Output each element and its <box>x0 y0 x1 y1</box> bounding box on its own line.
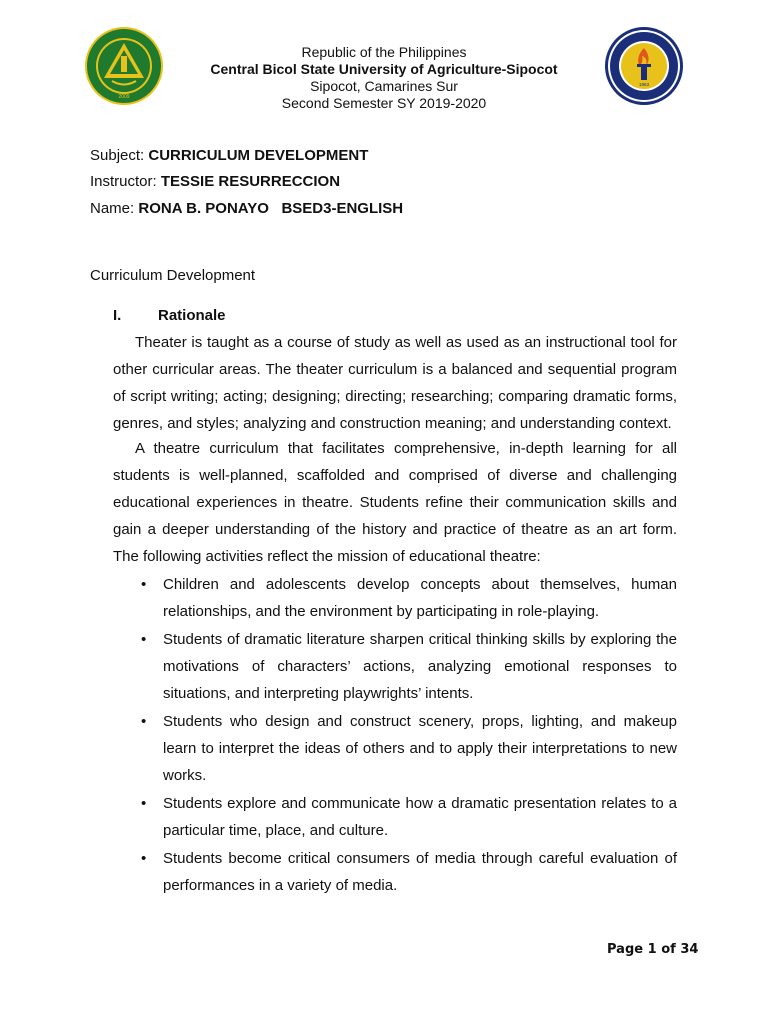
section-number: I. <box>113 307 122 324</box>
list-item-text: Students become critical consumers of media through careful evaluation of performances in a variety of media. <box>163 850 677 894</box>
name-label: Name: <box>90 200 135 217</box>
list-item-text: Students explore and communicate how a dramatic presentation relates to a particular time, place, and culture. <box>163 795 677 839</box>
bullet-icon: • <box>141 631 147 648</box>
bullet-icon: • <box>141 795 147 812</box>
list-item <box>113 845 677 899</box>
list-item <box>113 626 677 707</box>
page-number <box>607 942 698 957</box>
list-item-text: Students of dramatic literature sharpen critical thinking skills by exploring the motivations of characters’ actions, analyzing emotional responses to situations, and interpreting playwrights’ intents. <box>163 631 677 702</box>
list-item-text: Students who design and construct scenery, props, lighting, and makeup learn to interpret the ideas of others and to apply their interpretations to new works. <box>163 713 677 784</box>
instructor-value: TESSIE RESURRECCION <box>160 173 341 190</box>
page-label: Page <box>607 942 644 957</box>
paragraph <box>113 329 677 437</box>
right-seal-year: 1963 <box>638 82 650 87</box>
activities-list <box>113 571 677 900</box>
page-current: 1 <box>647 942 657 957</box>
list-item <box>113 790 677 844</box>
subject-value: CURRICULUM DEVELOPMENT <box>148 147 369 164</box>
paragraph-text: Theater is taught as a course of study as well as used as an instructional tool for other curricular areas. The theater curriculum is a balanced and sequential program of script writing; acting; designing; directing; researching; comparing dramatic forms, genres, and styles; analyzing and construction meaning; and understanding context. <box>113 334 677 432</box>
instructor-label: Instructor: <box>90 173 157 190</box>
paragraph <box>113 435 677 570</box>
section-title: Rationale <box>158 307 226 324</box>
paragraph-text: A theatre curriculum that facilitates comprehensive, in-depth learning for all students is well-planned, scaffolded and comprised of diverse and challenging educational experiences in theatre. Students refine their communication skills and gain a deeper understanding of the history and practice of theatre as an art form. The following activities reflect the mission of educational theatre: <box>113 440 677 565</box>
bullet-icon: • <box>141 850 147 867</box>
bullet-icon: • <box>141 576 147 593</box>
list-item <box>113 571 677 625</box>
page-of: of <box>661 942 676 957</box>
page-total: 34 <box>680 942 699 957</box>
instructor-line <box>90 173 340 190</box>
document-title: Curriculum Development <box>90 267 256 284</box>
header-line-republic: Republic of the Philippines <box>301 44 467 60</box>
document-header <box>0 44 768 112</box>
name-line <box>90 200 403 217</box>
list-item <box>113 708 677 789</box>
list-item-text: Children and adolescents develop concepts about themselves, human relationships, and the environment by participating in role-playing. <box>163 576 677 620</box>
subject-label: Subject: <box>90 147 145 164</box>
header-line-location: Sipocot, Camarines Sur <box>310 78 458 94</box>
left-seal-year: 2009 <box>118 94 130 100</box>
bullet-icon: • <box>141 713 147 730</box>
name-value: RONA B. PONAYO BSED3-ENGLISH <box>138 200 404 217</box>
header-line-semester: Second Semester SY 2019-2020 <box>281 95 487 111</box>
header-line-university: Central Bicol State University of Agriculture-Sipocot <box>210 61 558 77</box>
section-heading <box>113 307 226 324</box>
subject-line <box>90 147 368 164</box>
